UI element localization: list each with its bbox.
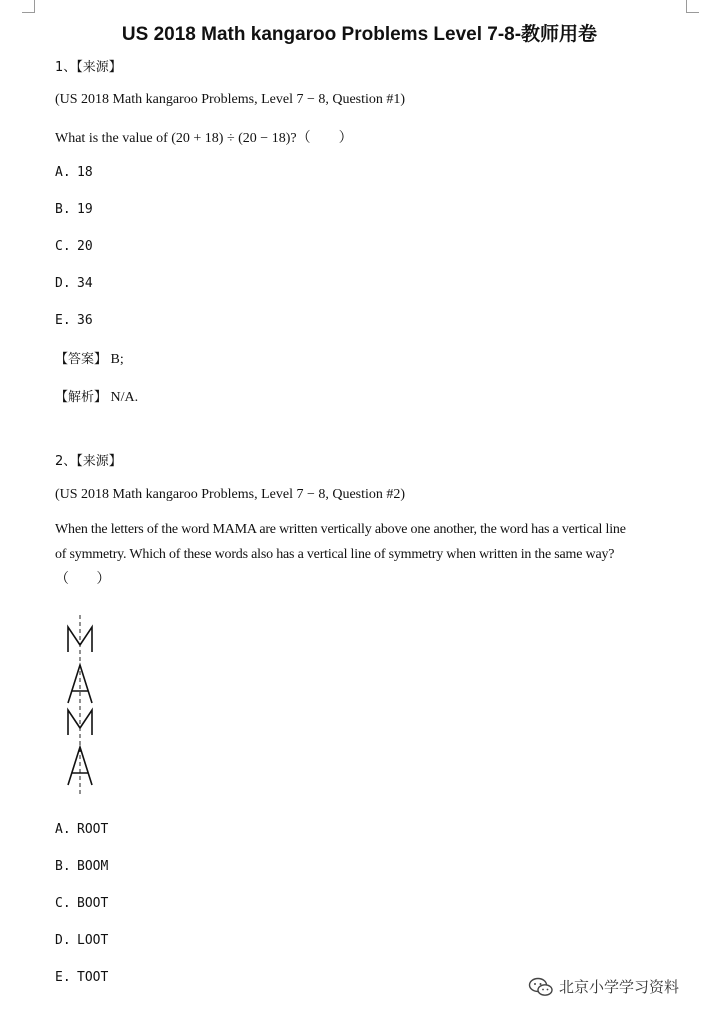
option-letter: A.: [55, 822, 71, 837]
option-letter: C.: [55, 896, 71, 911]
option-letter: D.: [55, 276, 71, 291]
option-text: BOOM: [77, 859, 109, 874]
option-letter: D.: [55, 933, 71, 948]
q1-option: [55, 165, 93, 180]
q2-stem-line: of symmetry. Which of these words also has a vertical line of symmetry when written in the same way?: [55, 547, 615, 562]
option-text: LOOT: [77, 933, 109, 948]
q2-stem-line: When the letters of the word MAMA are written vertically above one another, the word has a vertical line: [55, 522, 626, 537]
option-letter: B.: [55, 202, 71, 217]
wechat-icon: [528, 977, 554, 997]
q2-stem-line: （ ）: [55, 572, 111, 587]
mama-symmetry-figure: [58, 615, 102, 800]
q1-answer: [55, 348, 124, 368]
q2-option: [55, 933, 108, 948]
answer-value: B;: [110, 352, 124, 367]
option-text: 18: [77, 165, 93, 180]
option-letter: E.: [55, 970, 71, 985]
crop-mark-right: [686, 0, 699, 13]
option-text: BOOT: [77, 896, 109, 911]
option-text: 34: [77, 276, 93, 291]
answer-label: 【答案】: [55, 352, 108, 367]
option-text: 36: [77, 313, 93, 328]
q2-option: [55, 970, 108, 985]
q1-header: 1、【来源】: [55, 60, 122, 75]
q2-option: [55, 896, 108, 911]
option-text: TOOT: [77, 970, 109, 985]
q2-header: 2、【来源】: [55, 454, 122, 469]
watermark-text: 北京小学学习资料: [559, 978, 680, 996]
analysis-label: 【解析】: [55, 390, 108, 405]
option-text: 20: [77, 239, 93, 254]
analysis-value: N/A.: [110, 390, 139, 405]
q1-option: [55, 239, 93, 254]
option-letter: B.: [55, 859, 71, 874]
option-letter: C.: [55, 239, 71, 254]
option-text: ROOT: [77, 822, 109, 837]
option-letter: E.: [55, 313, 71, 328]
q2-source: (US 2018 Math kangaroo Problems, Level 7 − 8, Question #2): [55, 487, 406, 502]
q2-option: [55, 822, 108, 837]
q1-stem: What is the value of (20 + 18) ÷ (20 − 18)?（ ）: [55, 131, 353, 146]
q2-stem: [55, 517, 685, 592]
page-title: US 2018 Math kangaroo Problems Level 7-8-教师用卷: [121, 24, 598, 45]
q1-option: [55, 276, 93, 291]
q2-option: [55, 859, 108, 874]
letter-A: [68, 665, 92, 703]
q1-option: [55, 202, 93, 217]
option-text: 19: [77, 202, 93, 217]
q1-source: (US 2018 Math kangaroo Problems, Level 7 − 8, Question #1): [55, 92, 406, 107]
q1-option: [55, 313, 93, 328]
q1-analysis: [55, 386, 138, 406]
crop-mark-left: [22, 0, 35, 13]
option-letter: A.: [55, 165, 71, 180]
